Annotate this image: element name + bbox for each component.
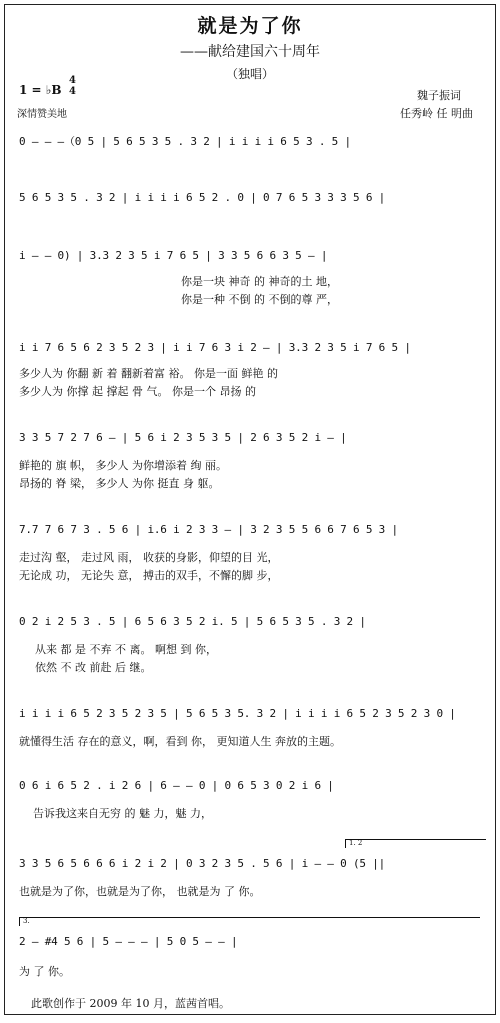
system-9-lyrics-1: 告诉我这来自无穷 的 魅 力，魅 力， <box>33 807 212 820</box>
system-8-notes: i i i i 6 5 2 3 5 2 3 5 | 5 6 5 3 5. 3 2 | i i i i 6 5 2 3 5 2 3 0 | <box>19 707 456 720</box>
system-4-lyrics-1: 多少人为 你翻 新 着 翻新着富 裕。 你是一面 鲜艳 的 <box>19 367 278 380</box>
system-3-lyrics-1: 你是一块 神奇 的 神奇的土 地， <box>181 275 338 288</box>
system-5-lyrics-2: 昂扬的 脊 梁， 多少人 为你 挺直 身 躯。 <box>19 477 220 490</box>
system-2-notes: 5 6 5 3 5 . 3 2 | i i i i 6 5 2 . 0 | 0 7 6 5 3 3 3 5 6 | <box>19 191 386 204</box>
time-signature-top: 4 <box>69 75 76 86</box>
system-7-lyrics-2: 依然 不 改 前赴 后 继。 <box>35 661 152 674</box>
system-3-lyrics-2: 你是一种 不倒 的 不倒的尊 严， <box>181 293 338 306</box>
system-1-notes: 0 – – –（0 5 | 5 6 5 3 5 . 3 2 | i i i i 6 5 3 . 5 | <box>19 135 351 148</box>
performance-type: （独唱） <box>225 67 274 81</box>
volta-bracket-1: 1. 2 <box>345 839 486 848</box>
footer-note: 此歌创作于 2009 年 10 月，蓝茜首唱。 <box>31 997 230 1010</box>
system-7-lyrics-1: 从来 都 是 不弃 不 离。 啊想 到 你， <box>35 643 217 656</box>
system-10-lyrics-1: 也就是为了你，也就是为了你， 也就是为 了 你。 <box>19 885 261 898</box>
key-signature: 1 = ♭B <box>19 83 62 97</box>
lyricist-credit: 魏子振词 <box>417 89 461 102</box>
composer-credit: 任秀岭 任 明曲 <box>400 107 473 120</box>
system-5-lyrics-1: 鲜艳的 旗 帜， 多少人 为你增添着 绚 丽。 <box>19 459 227 472</box>
system-5-notes: 3 3 5 7 2 7 6 – | 5 6 i 2 3 5 3 5 | 2 6 3 5 2 i – | <box>19 431 347 444</box>
system-6-lyrics-1: 走过沟 壑， 走过风 雨， 收获的身影，仰望的目 光， <box>19 551 279 564</box>
score-page <box>4 4 496 1015</box>
song-title: 就是为了你 <box>197 15 303 37</box>
volta-bracket-2: 3. <box>19 917 480 926</box>
system-9-notes: 0 6 i 6 5 2 . i 2 6 | 6 – – 0 | 0 6 5 3 0 2 i 6 | <box>19 779 334 792</box>
system-6-notes: 7.7 7 6 7 3 . 5 6 | i.6 i 2 3 3 – | 3 2 3 5 5 6 6 7 6 5 3 | <box>19 523 398 536</box>
system-8-lyrics-1: 就懂得生活 存在的意义，啊，看到 你， 更知道人生 奔放的主题。 <box>19 735 341 748</box>
system-4-lyrics-2: 多少人为 你撑 起 撑起 骨 气。 你是一个 昂扬 的 <box>19 385 256 398</box>
system-11-lyrics-1: 为 了 你。 <box>19 965 70 978</box>
system-7-notes: 0 2 i 2 5 3 . 5 | 6 5 6 3 5 2 i. 5 | 5 6 5 3 5 . 3 2 | <box>19 615 366 628</box>
system-6-lyrics-2: 无论成 功， 无论失 意， 搏击的双手，不懈的脚 步， <box>19 569 279 582</box>
time-signature <box>69 75 76 97</box>
tempo-marking: 深情赞美地 <box>17 109 67 120</box>
system-10-notes: 3 3 5 6 5 6 6 6 i 2 i 2 | 0 3 2 3 5 . 5 6 | i – – 0 (5 || <box>19 857 386 870</box>
system-11-notes: 2 – #4 5 6 | 5 – – – | 5 0 5 – – | <box>19 935 238 948</box>
system-4-notes: i i 7 6 5 6 2 3 5 2 3 | i i 7 6 3 i 2 – | 3.3 2 3 5 i 7 6 5 | <box>19 341 411 354</box>
system-3-notes: i – – 0) | 3.3 2 3 5 i 7 6 5 | 3 3 5 6 6 3 5 – | <box>19 249 328 262</box>
song-subtitle: ——献给建国六十周年 <box>180 44 320 60</box>
time-signature-bottom: 4 <box>69 86 76 97</box>
